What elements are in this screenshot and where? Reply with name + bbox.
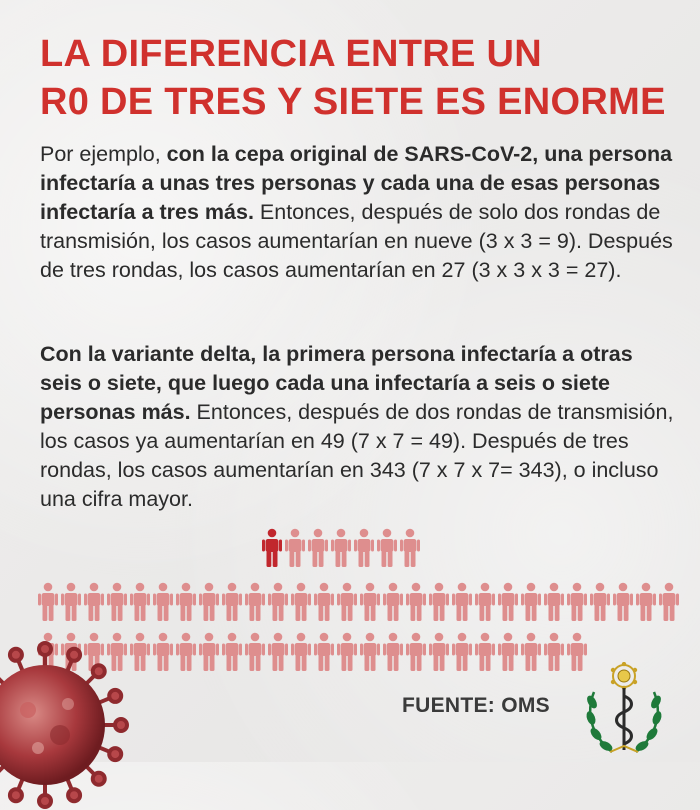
title-line-1: LA DIFERENCIA ENTRE UN <box>40 33 543 75</box>
source-credit: FUENTE: OMS <box>402 694 550 717</box>
person-icon <box>521 582 541 622</box>
person-icon <box>153 632 173 672</box>
person-icon <box>107 582 127 622</box>
person-icon <box>130 582 150 622</box>
person-icon <box>262 528 282 568</box>
person-icon <box>222 632 242 672</box>
person-icon <box>567 582 587 622</box>
person-icon <box>38 582 58 622</box>
person-icon <box>268 632 288 672</box>
person-icon <box>199 632 219 672</box>
people-row-first <box>262 528 420 568</box>
person-icon <box>285 528 305 568</box>
person-icon <box>383 582 403 622</box>
paragraph-delta-variant <box>40 340 680 514</box>
paragraph-1-bold: con la cepa original de SARS-CoV-2, una persona infectaría a unas tres personas y cada una de esas personas infectaría a tres más. <box>40 142 673 224</box>
person-icon <box>245 632 265 672</box>
person-icon <box>291 582 311 622</box>
person-icon <box>544 582 564 622</box>
person-icon <box>452 582 472 622</box>
person-icon <box>377 528 397 568</box>
person-icon <box>308 528 328 568</box>
person-icon <box>521 632 541 672</box>
person-icon <box>153 582 173 622</box>
page-title <box>40 30 680 126</box>
person-icon <box>475 582 495 622</box>
person-icon <box>61 582 81 622</box>
person-icon <box>314 632 334 672</box>
person-icon <box>452 632 472 672</box>
person-icon <box>314 582 334 622</box>
person-icon <box>360 582 380 622</box>
person-icon <box>498 632 518 672</box>
paragraph-2-bold: Con la variante delta, la primera persona infectaría a otras seis o siete, que luego cada una infectaría a seis o siete personas más. <box>40 342 633 424</box>
person-icon <box>613 582 633 622</box>
paragraph-1-rest: Entonces, después de solo dos rondas de transmisión, los casos aumentarían en nueve (3 x 3 = 9). Después de tres rondas, los casos aumentarían en 27 (3 x 3 x 3 = 27). <box>40 200 673 282</box>
person-icon <box>245 582 265 622</box>
person-icon <box>337 632 357 672</box>
person-icon <box>406 582 426 622</box>
person-icon <box>354 528 374 568</box>
paragraph-1-intro: Por ejemplo, <box>40 142 167 166</box>
person-icon <box>199 582 219 622</box>
person-icon <box>176 582 196 622</box>
person-icon <box>130 632 150 672</box>
people-row-second <box>38 582 679 622</box>
person-icon <box>429 632 449 672</box>
person-icon <box>176 632 196 672</box>
coronavirus-icon <box>0 640 130 810</box>
person-icon <box>429 582 449 622</box>
medical-emblem-icon <box>582 662 666 758</box>
person-icon <box>383 632 403 672</box>
person-icon <box>636 582 656 622</box>
paragraph-original-strain <box>40 140 680 285</box>
person-icon <box>475 632 495 672</box>
title-line-2: R0 DE TRES Y SIETE ES ENORME <box>40 81 666 123</box>
person-icon <box>406 632 426 672</box>
person-icon <box>590 582 610 622</box>
person-icon <box>222 582 242 622</box>
person-icon <box>268 582 288 622</box>
person-icon <box>331 528 351 568</box>
person-icon <box>400 528 420 568</box>
person-icon <box>498 582 518 622</box>
person-icon <box>544 632 564 672</box>
person-icon <box>291 632 311 672</box>
person-icon <box>337 582 357 622</box>
person-icon <box>84 582 104 622</box>
person-icon <box>659 582 679 622</box>
person-icon <box>360 632 380 672</box>
paragraph-2-rest: Entonces, después de dos rondas de transmisión, los casos ya aumentarían en 49 (7 x 7 = 49). Después de tres rondas, los casos aumentarían en 343 (7 x 7 x 7= 343), o incluso una cifra mayor. <box>40 400 674 511</box>
